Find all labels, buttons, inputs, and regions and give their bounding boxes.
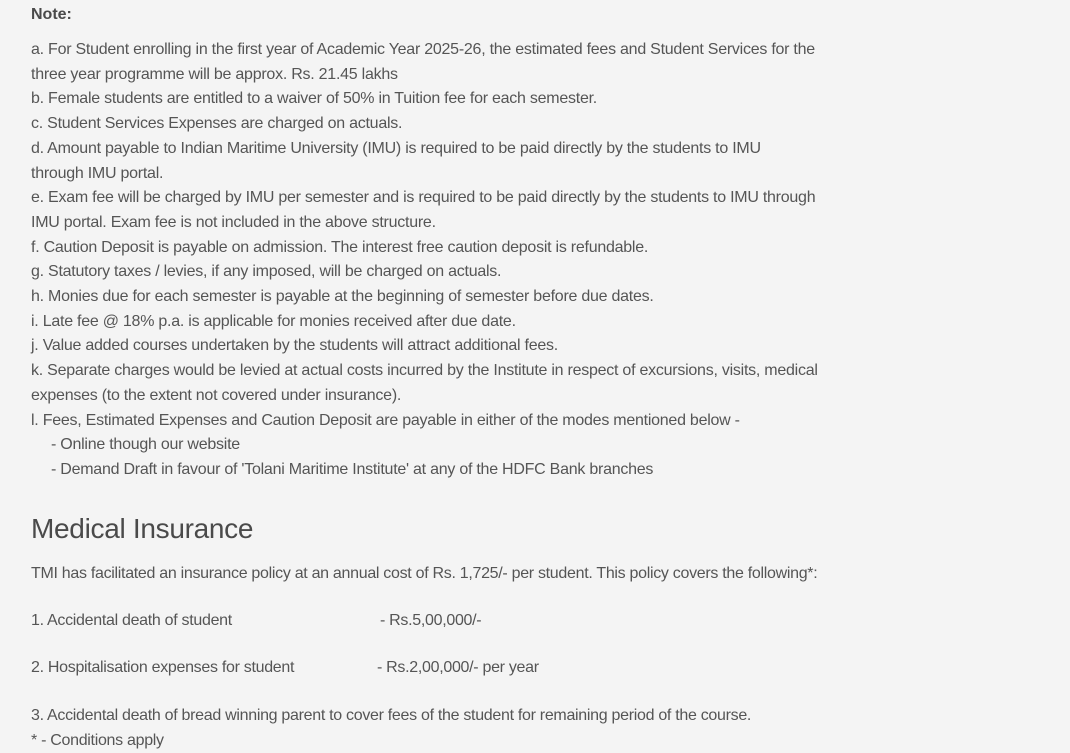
note-line-e-1: e. Exam fee will be charged by IMU per semester and is required to be paid directly by the students to IMU through (31, 189, 816, 207)
conditions-apply-note: * - Conditions apply (31, 732, 164, 749)
note-line-a-1: a. For Student enrolling in the first year of Academic Year 2025-26, the estimated fees and Student Services for the (31, 41, 815, 58)
note-line-l: l. Fees, Estimated Expenses and Caution Deposit are payable in either of the modes mentioned below - (31, 411, 740, 429)
note-line-j: j. Value added courses undertaken by the students will attract additional fees. (31, 337, 558, 355)
note-line-e-2: IMU portal. Exam fee is not included in the above structure. (31, 213, 436, 231)
note-line-g: g. Statutory taxes / levies, if any imposed, will be charged on actuals. (31, 263, 502, 281)
cover-amount: - Rs.2,00,000/- per year (377, 659, 539, 676)
note-line-a-2: three year programme will be approx. Rs. 21.45 lakhs (31, 65, 398, 83)
payment-mode-demand-draft: - Demand Draft in favour of 'Tolani Maritime Institute' at any of the HDFC Bank branches (51, 460, 654, 478)
note-list (31, 38, 891, 483)
note-line-b: b. Female students are entitled to a waiver of 50% in Tuition fee for each semester. (31, 90, 597, 108)
cover-label: 2. Hospitalisation expenses for student (31, 659, 295, 676)
note-line-c: c. Student Services Expenses are charged on actuals. (31, 115, 403, 133)
insurance-intro: TMI has facilitated an insurance policy at an annual cost of Rs. 1,725/- per student. This policy covers the following*: (31, 565, 818, 582)
note-line-h: h. Monies due for each semester is payable at the beginning of semester before due dates. (31, 288, 654, 306)
note-line-i: i. Late fee @ 18% p.a. is applicable for monies received after due date. (31, 312, 516, 330)
cover-amount: - Rs.5,00,000/- (380, 612, 482, 629)
payment-mode-online: - Online though our website (51, 436, 240, 454)
note-line-f: f. Caution Deposit is payable on admission. The interest free caution deposit is refundable. (31, 238, 649, 256)
note-heading: Note: (31, 6, 72, 23)
note-line-k-2: expenses (to the extent not covered under insurance). (31, 386, 402, 404)
note-line-d-2: through IMU portal. (31, 164, 164, 182)
note-line-d-1: d. Amount payable to Indian Maritime University (IMU) is required to be paid directly by the students to IMU (31, 139, 761, 157)
medical-insurance-heading: Medical Insurance (31, 513, 254, 544)
cover-label: 1. Accidental death of student (31, 612, 232, 629)
cover-item-parent-death: 3. Accidental death of bread winning parent to cover fees of the student for remaining period of the course. (31, 707, 752, 724)
cover-item-hospitalisation (31, 657, 539, 679)
note-line-k-1: k. Separate charges would be levied at actual costs incurred by the Institute in respect of excursions, visits, medical (31, 362, 818, 380)
cover-item-accidental-death (31, 610, 482, 632)
